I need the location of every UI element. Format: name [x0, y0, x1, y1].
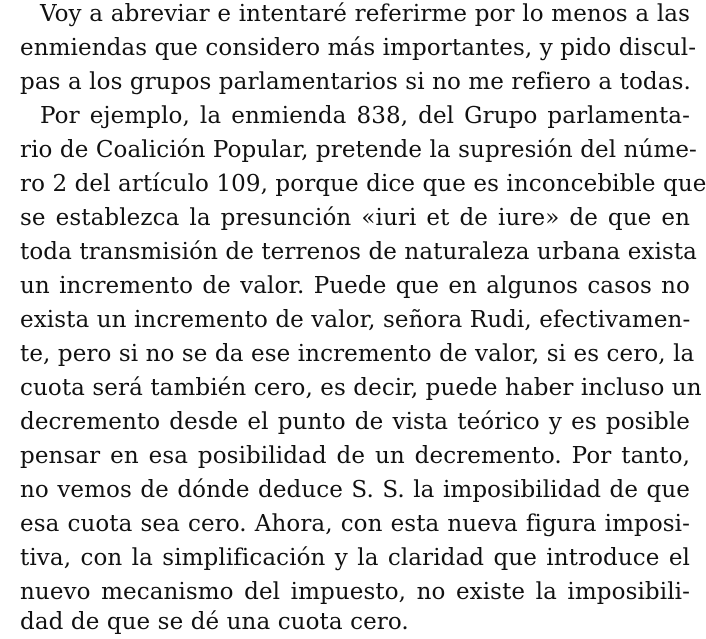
- text-line: esa cuota sea cero. Ahora, con esta nueva figura imposi-: [20, 511, 690, 537]
- text-line: pensar en esa posibilidad de un decremento. Por tanto,: [20, 443, 690, 469]
- text-line: Por ejemplo, la enmienda 838, del Grupo parlamenta-: [40, 103, 690, 129]
- text-line: tiva, con la simplificación y la claridad que introduce el: [20, 545, 690, 571]
- text-line: pas a los grupos parlamentarios si no me refiero a todas.: [20, 69, 691, 95]
- text-line: enmiendas que considero más importantes, y pido discul-: [20, 35, 697, 61]
- text-line: Voy a abreviar e intentaré referirme por lo menos a las: [40, 1, 690, 27]
- text-line: se establezca la presunción «iuri et de iure» de que en: [20, 205, 690, 231]
- text-line: te, pero si no se da ese incremento de valor, si es cero, la: [20, 341, 695, 367]
- text-line: un incremento de valor. Puede que en algunos casos no: [20, 273, 690, 299]
- text-line: ro 2 del artículo 109, porque dice que es inconcebible que: [20, 171, 706, 197]
- text-line: toda transmisión de terrenos de naturaleza urbana exista: [20, 239, 697, 265]
- text-line: nuevo mecanismo del impuesto, no existe la imposibili-: [20, 579, 690, 605]
- text-line: cuota será también cero, es decir, puede haber incluso un: [20, 375, 702, 401]
- text-line: dad de que se dé una cuota cero.: [20, 609, 409, 635]
- text-line: no vemos de dónde deduce S. S. la imposibilidad de que: [20, 477, 690, 503]
- text-line: exista un incremento de valor, señora Rudi, efectivamen-: [20, 307, 691, 333]
- text-line: rio de Coalición Popular, pretende la supresión del núme-: [20, 137, 697, 163]
- text-line: decremento desde el punto de vista teórico y es posible: [20, 409, 690, 435]
